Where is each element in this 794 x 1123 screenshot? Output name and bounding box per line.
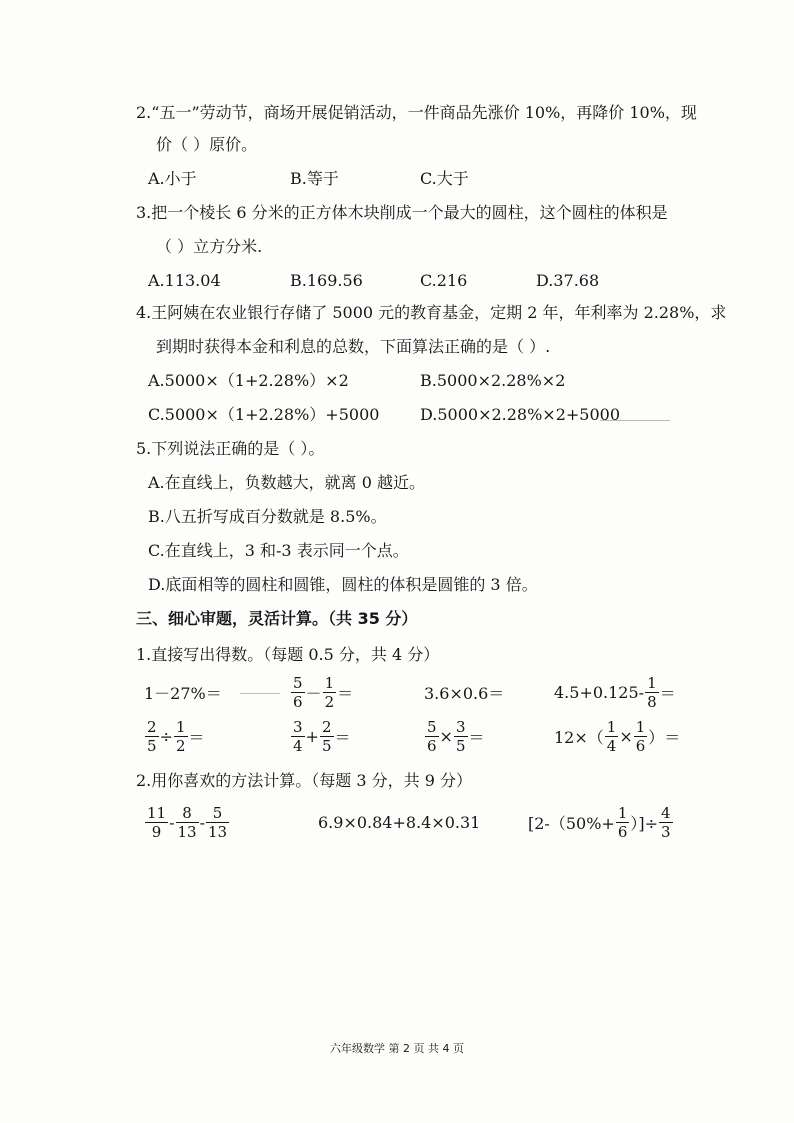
- q3-line2: （ ）立方分米.: [156, 237, 263, 256]
- section-3-part-2-title: 2.用你喜欢的方法计算。（每题 3 分，共 9 分）: [136, 771, 472, 790]
- calc-a2: $\frac{5}{6}$ － $\frac{1}{2}$ ＝: [293, 673, 354, 711]
- q5-stem: 5.下列说法正确的是（ ）。: [136, 439, 325, 458]
- q3-option-b: B.169.56: [290, 271, 363, 290]
- q4-option-c: C.5000×（1+2.28%）+5000: [148, 405, 380, 424]
- q4-line2: 到期时获得本金和利息的总数，下面算法正确的是（ ）.: [156, 337, 551, 356]
- q5-option-d: D.底面相等的圆柱和圆锥，圆柱的体积是圆锥的 3 倍。: [148, 575, 538, 594]
- pencil-scribble: [600, 420, 670, 422]
- page-footer: 六年级数学 第 2 页 共 4 页: [330, 1042, 464, 1055]
- calc-a3: 3.6×0.6＝: [424, 683, 505, 703]
- q2-line1: 2.“五一”劳动节，商场开展促销活动，一件商品先涨价 10%，再降价 10%，现: [136, 103, 697, 122]
- calc-b1: $\frac{2}{5}$ ÷ $\frac{1}{2}$ ＝: [147, 717, 205, 755]
- q4-option-a: A.5000×（1+2.28%）×2: [148, 371, 349, 390]
- calc-b4: 12×（ $\frac{1}{4}$ × $\frac{1}{6}$ ）＝: [554, 717, 681, 755]
- calc-c2: 6.9×0.84+8.4×0.31: [318, 812, 481, 832]
- q4-line1: 4.王阿姨在农业银行存储了 5000 元的教育基金，定期 2 年，年利率为 2.28%，求: [136, 303, 727, 322]
- calc-b3: $\frac{5}{6}$ × $\frac{3}{5}$ ＝: [427, 717, 485, 755]
- pencil-scribble: [240, 693, 280, 695]
- q5-option-a: A.在直线上，负数越大，就离 0 越近。: [148, 473, 425, 492]
- q2-option-c: C.大于: [420, 169, 469, 188]
- calc-b2: $\frac{3}{4}$ + $\frac{2}{5}$ ＝: [293, 717, 351, 755]
- q3-option-a: A.113.04: [148, 271, 221, 290]
- q2-option-a: A.小于: [148, 169, 197, 188]
- q4-option-d: D.5000×2.28%×2+5000: [420, 405, 621, 424]
- section-3-title: 三、细心审题，灵活计算。（共 35 分）: [136, 609, 418, 628]
- q5-option-c: C.在直线上，3 和-3 表示同一个点。: [148, 541, 409, 560]
- calc-a1: 1－27%＝: [144, 683, 222, 703]
- q3-option-d: D.37.68: [536, 271, 600, 290]
- q5-option-b: B.八五折写成百分数就是 8.5%。: [148, 507, 387, 526]
- q2-option-b: B.等于: [290, 169, 339, 188]
- calc-a4: 4.5+0.125- $\frac{1}{8}$ ＝: [554, 673, 676, 711]
- q3-line1: 3.把一个棱长 6 分米的正方体木块削成一个最大的圆柱，这个圆柱的体积是: [136, 203, 668, 222]
- q3-option-c: C.216: [420, 271, 468, 290]
- calc-c1: $\frac{11}{9}$ - $\frac{8}{13}$ - $\frac{5}{13}$: [147, 803, 228, 841]
- q4-option-b: B.5000×2.28%×2: [420, 371, 566, 390]
- calc-c3: [2-（50%+ $\frac{1}{6}$ ）]÷ $\frac{4}{3}$: [528, 803, 671, 841]
- section-3-part-1-title: 1.直接写出得数。（每题 0.5 分，共 4 分）: [136, 645, 440, 664]
- q2-line2: 价（ ）原价。: [156, 135, 258, 154]
